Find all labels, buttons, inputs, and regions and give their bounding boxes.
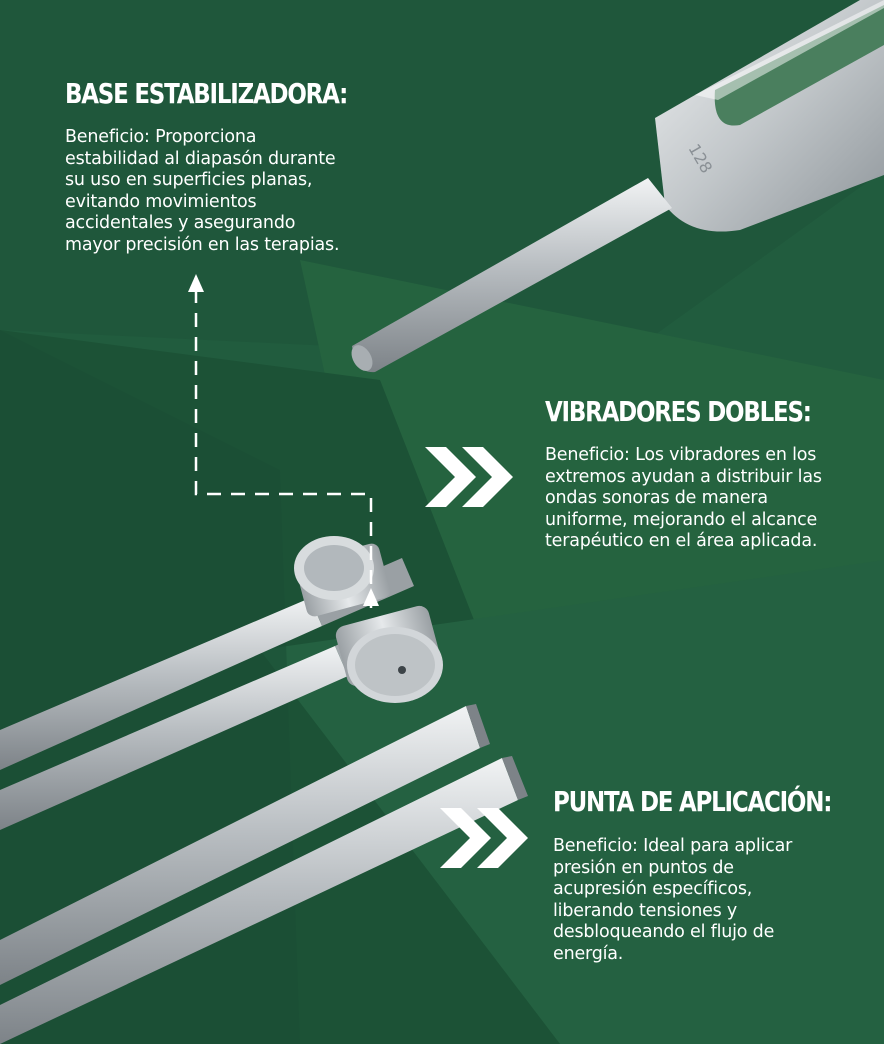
section-body-punta: Beneficio: Ideal para aplicar presión en puntos de acupresión específicos, liberando tensiones y desbloqueando el flujo de energía. bbox=[553, 836, 793, 964]
section-body-vibradores: Beneficio: Los vibradores en los extremos ayudan a distribuir las ondas sonoras de manera uniforme, mejorando el alcance terapéutico en el área aplicada. bbox=[545, 445, 822, 551]
section-title-vibradores: VIBRADORES DOBLES: bbox=[545, 395, 811, 428]
fork-marking: 128 bbox=[684, 140, 717, 177]
section-body-base: Beneficio: Proporciona estabilidad al diapasón durante su uso en superficies planas, evitando movimientos accidentales y asegurando mayor precisión en las terapias. bbox=[65, 127, 340, 255]
section-title-punta: PUNTA DE APLICACIÓN: bbox=[553, 785, 832, 818]
section-title-base: BASE ESTABILIZADORA: bbox=[65, 77, 348, 110]
